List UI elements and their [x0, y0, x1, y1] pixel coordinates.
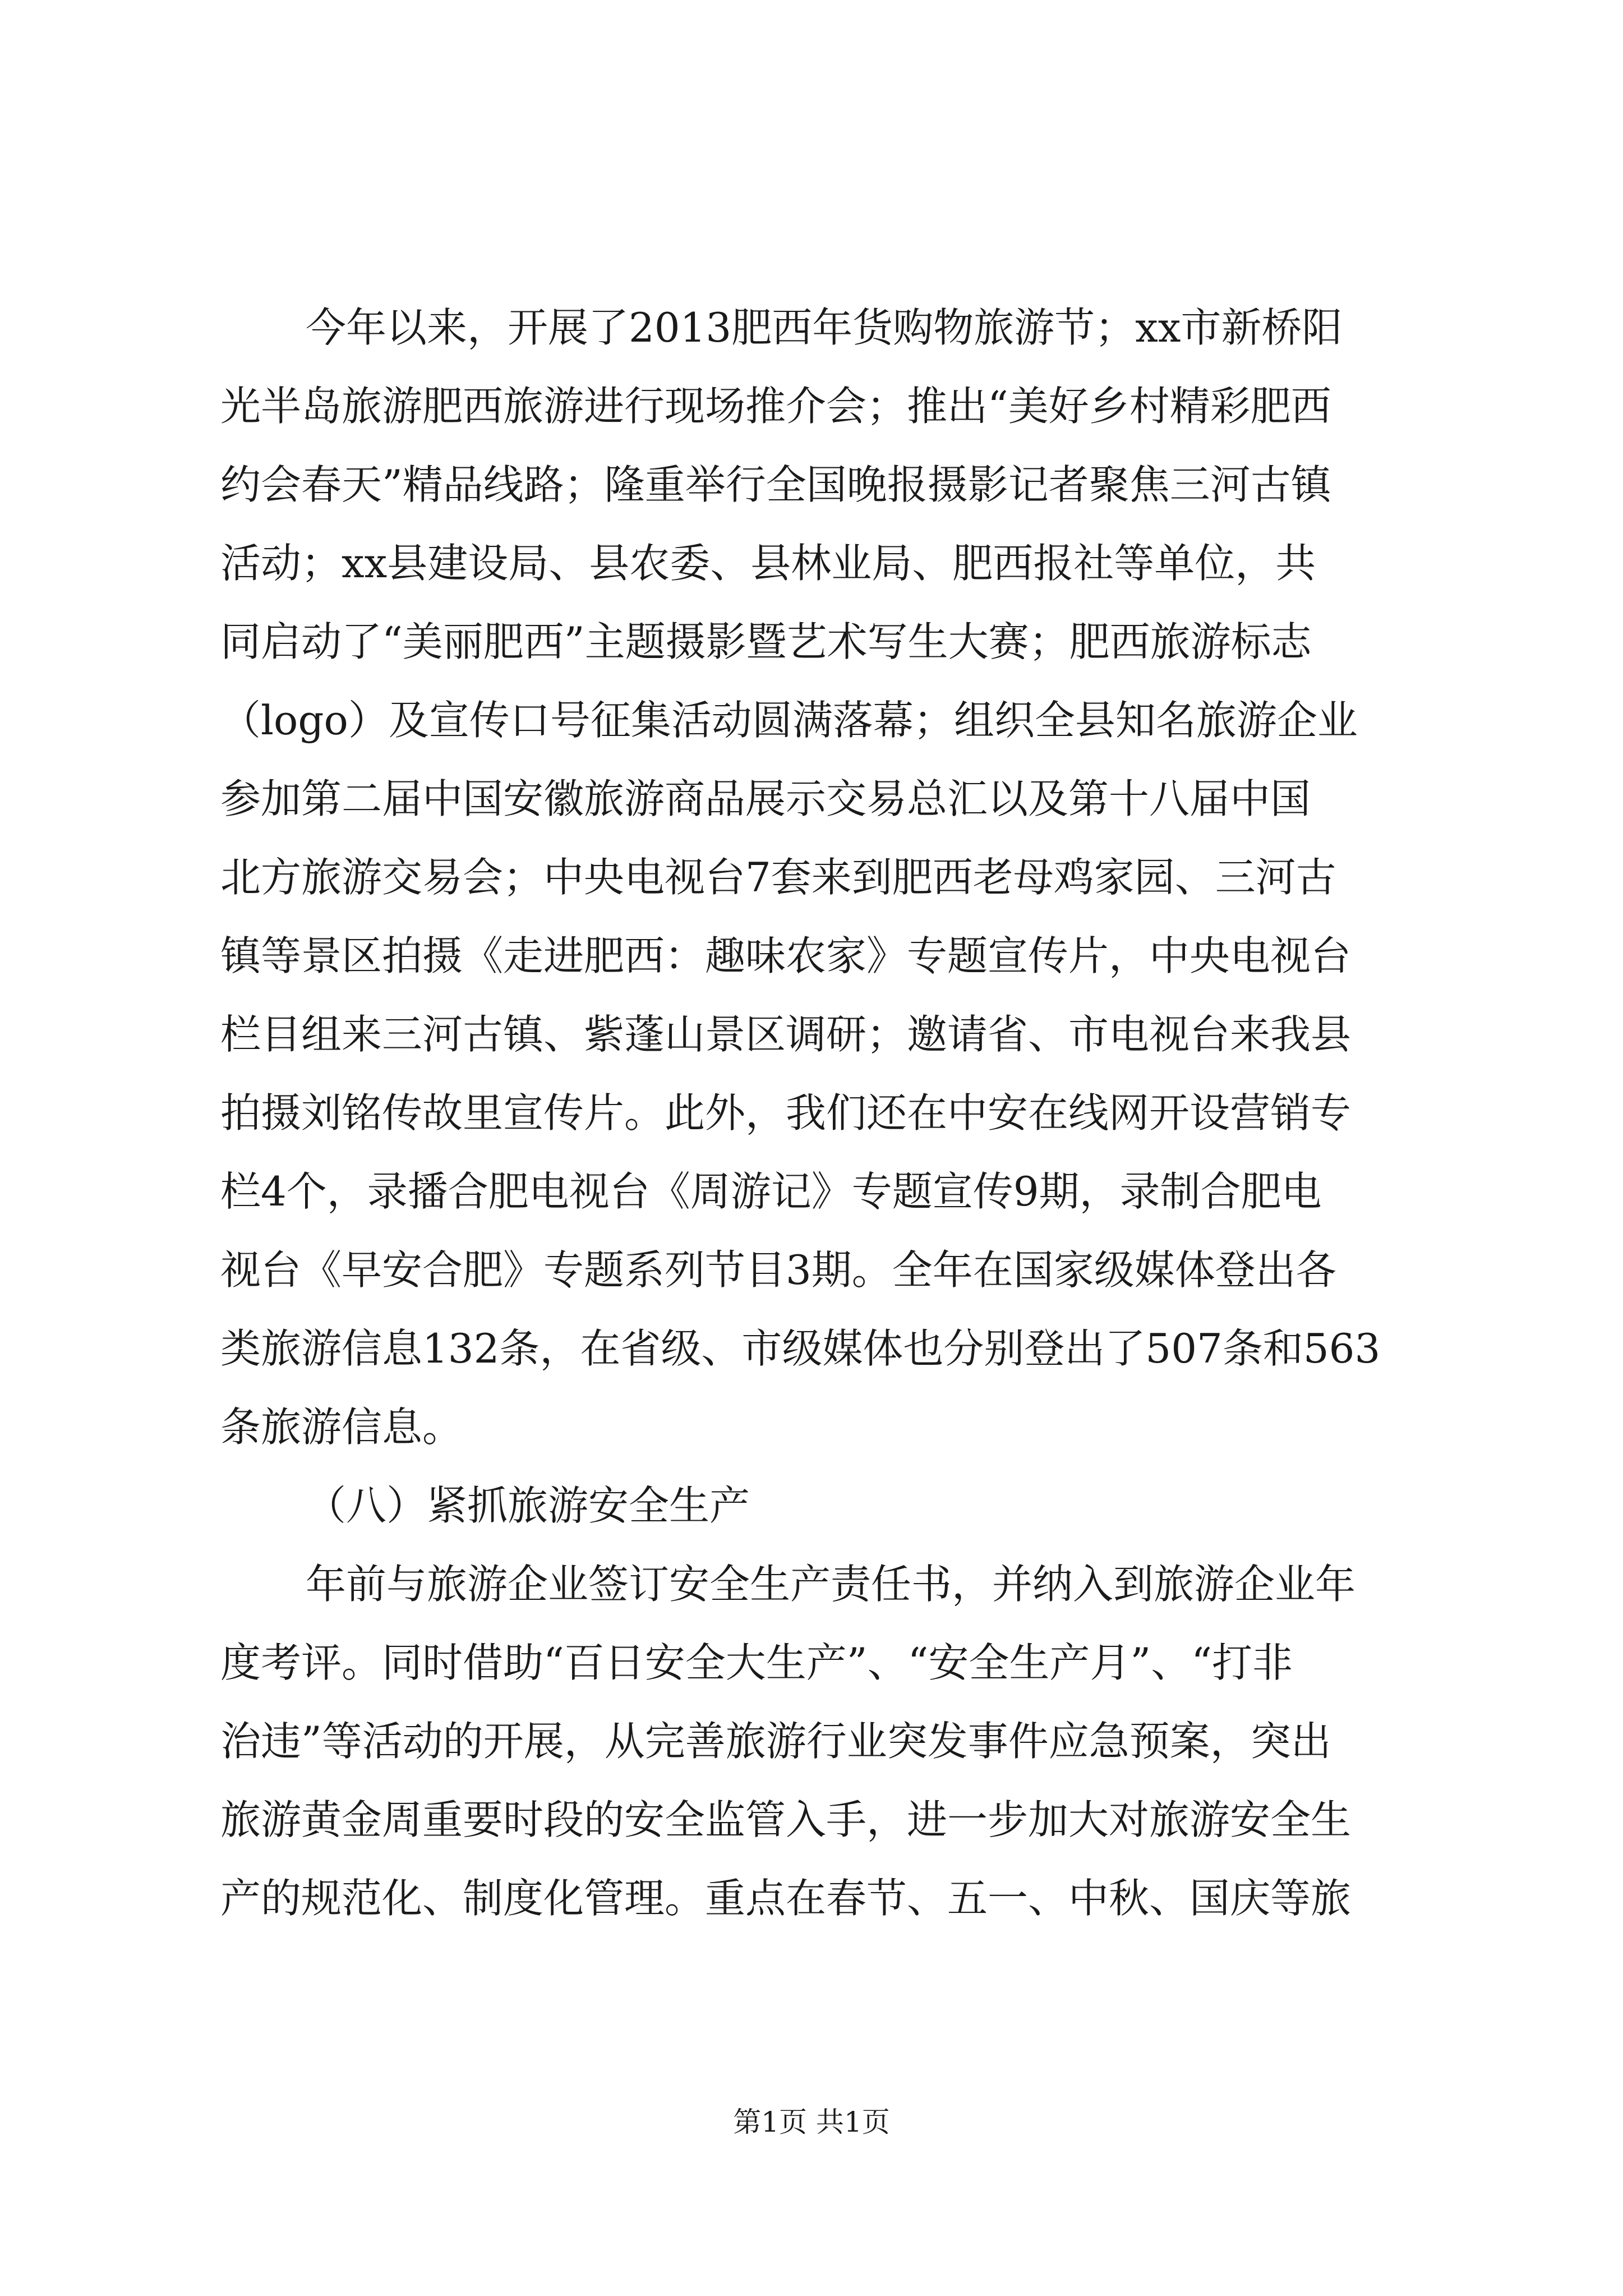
section-heading: （八）紧抓旅游安全生产 [306, 1482, 750, 1529]
paragraph-line: 类旅游信息132条，在省级、市级媒体也分别登出了507条和563 [220, 1325, 1381, 1372]
paragraph-line: 度考评。同时借助“百日安全大生产”、“安全生产月”、“打非 [220, 1639, 1293, 1686]
paragraph-line: 镇等景区拍摄《走进肥西：趣味农家》专题宣传片，中央电视台 [220, 932, 1352, 979]
paragraph-line: 年前与旅游企业签订安全生产责任书，并纳入到旅游企业年 [306, 1561, 1356, 1608]
paragraph-line: 同启动了“美丽肥西”主题摄影暨艺术写生大赛；肥西旅游标志 [220, 618, 1312, 665]
page-number-label: 第1页 共1页 [733, 2106, 890, 2138]
paragraph-line: 栏目组来三河古镇、紫蓬山景区调研；邀请省、市电视台来我县 [220, 1011, 1352, 1058]
paragraph-line: 视台《早安合肥》专题系列节目3期。全年在国家级媒体登出各 [220, 1246, 1336, 1294]
paragraph-line: 参加第二届中国安徽旅游商品展示交易总汇以及第十八届中国 [220, 775, 1311, 822]
paragraph-line-last: 条旅游信息。 [220, 1404, 463, 1451]
page-footer [0, 2108, 1623, 2136]
paragraph-line: 旅游黄金周重要时段的安全监管入手，进一步加大对旅游安全生 [220, 1796, 1352, 1843]
paragraph-line: （logo）及宣传口号征集活动圆满落幕；组织全县知名旅游企业 [220, 697, 1358, 744]
paragraph-line: 治违”等活动的开展，从完善旅游行业突发事件应急预案，突出 [220, 1718, 1331, 1765]
paragraph-line: 产的规范化、制度化管理。重点在春节、五一、中秋、国庆等旅 [220, 1875, 1352, 1922]
paragraph-line: 活动；xx县建设局、县农委、县林业局、肥西报社等单位，共 [220, 540, 1316, 587]
paragraph-line: 拍摄刘铭传故里宣传片。此外，我们还在中安在线网开设营销专 [220, 1089, 1352, 1137]
paragraph-line: 北方旅游交易会；中央电视台7套来到肥西老母鸡家园、三河古 [220, 854, 1336, 901]
paragraph-line: 今年以来，开展了2013肥西年货购物旅游节；xx市新桥阳 [306, 304, 1343, 351]
paragraph-line: 约会春天”精品线路；隆重举行全国晚报摄影记者聚焦三河古镇 [220, 461, 1331, 508]
paragraph-line: 栏4个，录播合肥电视台《周游记》专题宣传9期，录制合肥电 [220, 1168, 1322, 1215]
paragraph-line: 光半岛旅游肥西旅游进行现场推介会；推出“美好乡村精彩肥西 [220, 383, 1331, 430]
